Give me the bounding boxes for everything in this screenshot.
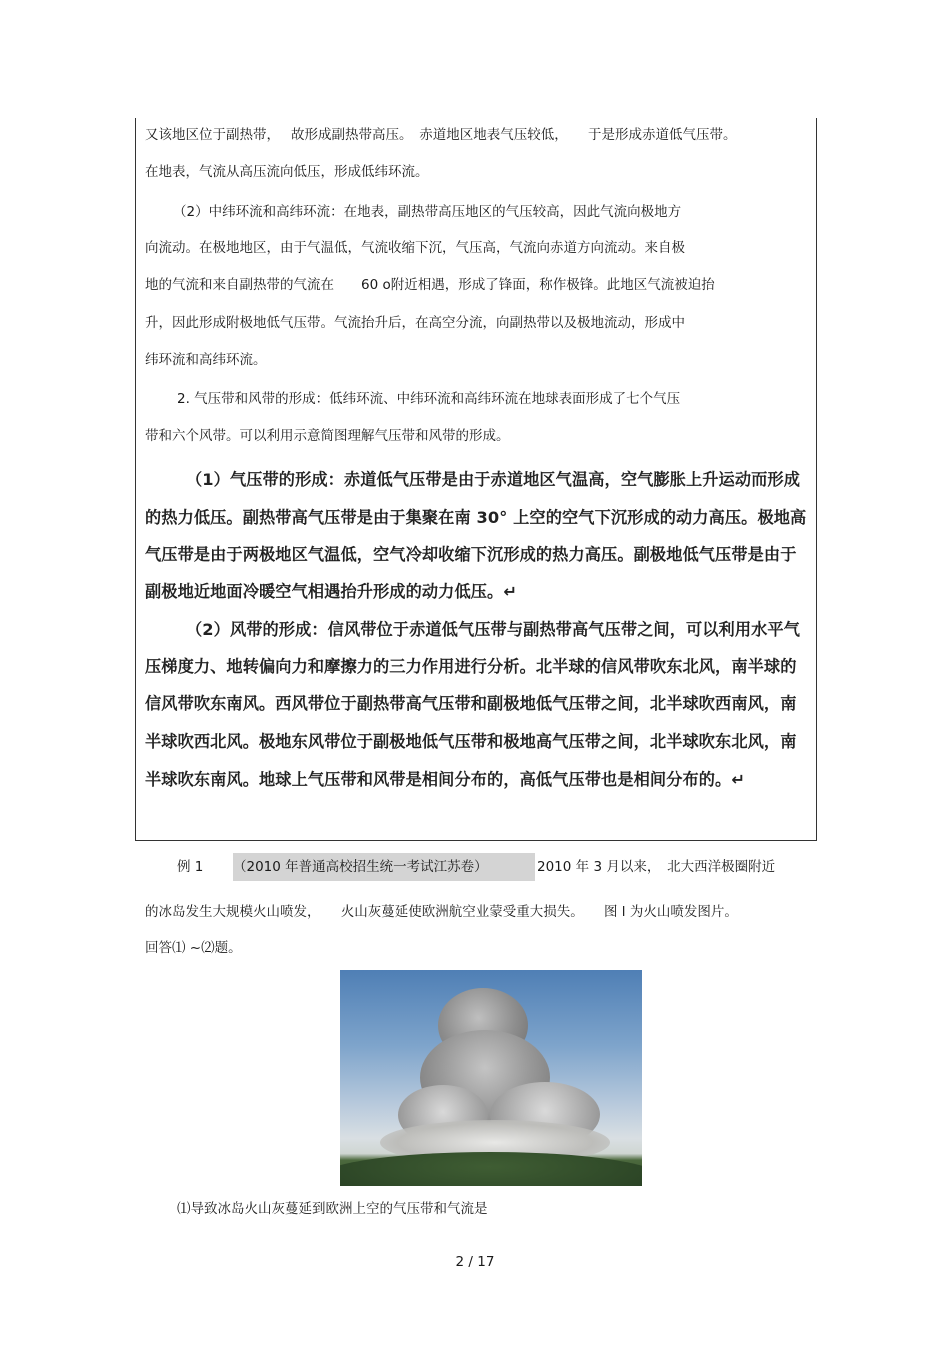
- example-line: 回答⑴ ~⑵题。: [145, 940, 242, 956]
- bold-text-line: （2）风带的形成：信风带位于赤道低气压带与副热带高气压带之间，可以利用水平气: [186, 620, 800, 639]
- bold-text-line: 信风带吹东南风。西风带位于副热带高气压带和副极地低气压带之间，北半球吹西南风，南: [145, 694, 797, 713]
- bold-text-line: 的热力低压。副热带高气压带是由于集聚在南 30° 上空的空气下沉形成的动力高压。极地高: [145, 508, 807, 527]
- text-line: 2. 气压带和风带的形成：低纬环流、中纬环流和高纬环流在地球表面形成了七个气压: [177, 391, 681, 407]
- text-line: 在地表，气流从高压流向低压，形成低纬环流。: [145, 164, 429, 180]
- text-line: （2）中纬环流和高纬环流：在地表，副热带高压地区的气压较高，因此气流向极地方: [173, 204, 682, 220]
- example-label: 例 1: [177, 859, 204, 875]
- question-1: ⑴导致冰岛火山灰蔓延到欧洲上空的气压带和气流是: [177, 1201, 488, 1217]
- text-line: 向流动。在极地地区，由于气温低，气流收缩下沉，气压高，气流向赤道方向流动。来自极: [145, 240, 685, 256]
- bold-text-line: （1）气压带的形成：赤道低气压带是由于赤道地区气温高，空气膨胀上升运动而形成: [186, 470, 800, 489]
- text-line: 又该地区位于副热带， 故形成副热带高压。 赤道地区地表气压较低， 于是形成赤道低气压带。: [145, 127, 737, 143]
- bold-text-line: 副极地近地面冷暖空气相遇抬升形成的动力低压。↵: [145, 582, 517, 601]
- bold-text-line: 半球吹西北风。极地东风带位于副极地低气压带和极地高气压带之间，北半球吹东北风，南: [145, 732, 797, 751]
- example-source: （2010 年普通高校招生统一考试江苏卷）: [233, 853, 535, 881]
- example-intro: 2010 年 3 月以来， 北大西洋极圈附近: [537, 859, 776, 875]
- volcano-eruption-photo: [340, 970, 642, 1186]
- text-line: 地的气流和来自副热带的气流在 60 o附近相遇，形成了锋面，称作极锋。此地区气流被迫抬: [145, 277, 715, 293]
- page-number: 2 / 17: [455, 1254, 495, 1270]
- bold-text-line: 压梯度力、地转偏向力和摩擦力的三力作用进行分析。北半球的信风带吹东北风，南半球的: [145, 657, 797, 676]
- text-line: 带和六个风带。可以利用示意简图理解气压带和风带的形成。: [145, 428, 510, 444]
- example-line: 的冰岛发生大规模火山喷发， 火山灰蔓延使欧洲航空业蒙受重大损失。 图 l 为火山喷发图片。: [145, 904, 738, 920]
- bold-text-line: 半球吹东南风。地球上气压带和风带是相间分布的，高低气压带也是相间分布的。↵: [145, 770, 746, 789]
- text-line: 升，因此形成附极地低气压带。气流抬升后，在高空分流，向副热带以及极地流动，形成中: [145, 315, 685, 331]
- bold-text-line: 气压带是由于两极地区气温低，空气冷却收缩下沉形成的热力高压。副极地低气压带是由于: [145, 545, 797, 564]
- text-line: 纬环流和高纬环流。: [145, 352, 267, 368]
